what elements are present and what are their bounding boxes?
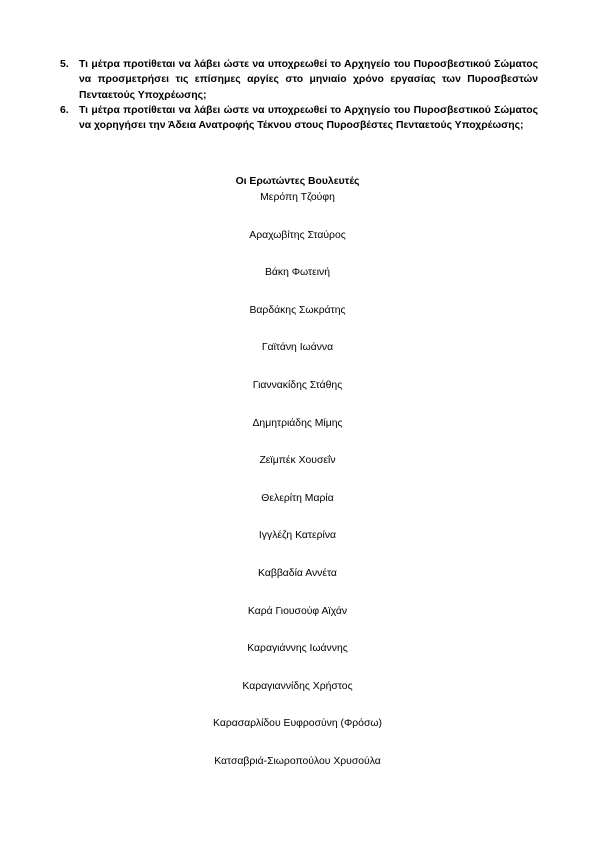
- questions-list: [60, 57, 538, 133]
- signatory-name: Αραχωβίτης Σταύρος: [249, 229, 346, 241]
- signatory-name: Δημητριάδης Μίμης: [252, 417, 343, 429]
- question-item: [60, 103, 538, 134]
- signatories-list: [0, 191, 595, 793]
- signatory-name: Καρασαρλίδου Ευφροσύνη (Φρόσω): [213, 718, 382, 730]
- signatory-name: Ιγγλέζη Κατερίνα: [258, 530, 337, 542]
- signatory-name: Κατσαβριά-Σιωροπούλου Χρυσούλα: [214, 755, 381, 767]
- signatory-name: Γιαννακίδης Στάθης: [252, 379, 343, 391]
- signatory-name: Καραγιαννίδης Χρήστος: [242, 680, 353, 692]
- signatory-name: Ζεϊμπέκ Χουσεΐν: [259, 455, 336, 467]
- question-number: 5.: [60, 59, 69, 70]
- signatory-name: Καββαδία Αννέτα: [258, 567, 337, 579]
- signatory-name: Γαϊτάνη Ιωάννα: [261, 342, 334, 354]
- signatory-name: Καραγιάννης Ιωάννης: [247, 643, 348, 655]
- question-text: Τι μέτρα προτίθεται να λάβει ώστε να υποχρεωθεί το Αρχηγείο του Πυροσβεστικού Σώματος να προσμετρήσει τις επίσημες αργίες στο μηνιαίο χρόνο εργασίας των Πυροσβεστών Πενταετούς Υποχρέωσης;: [79, 59, 538, 101]
- question-text: Τι μέτρα προτίθεται να λάβει ώστε να υποχρεωθεί το Αρχηγείο του Πυροσβεστικού Σώματος να χορηγήσει την Άδεια Ανατροφής Τέκνου στους Πυροσβέστες Πενταετούς Υποχρέωσης;: [79, 104, 538, 132]
- signatory-name: Θελερίτη Μαρία: [261, 492, 334, 504]
- signatory-name: Καρά Γιουσούφ Αϊχάν: [247, 605, 348, 617]
- question-item: [60, 57, 538, 103]
- question-number: 6.: [60, 104, 69, 116]
- signatory-name: Μερόπη Τζούφη: [260, 192, 335, 203]
- signatory-name: Βάκη Φωτεινή: [264, 267, 331, 279]
- signatory-name: Βαρδάκης Σωκράτης: [249, 304, 346, 316]
- signatories-heading: Οι Ερωτώντες Βουλευτές: [235, 176, 360, 187]
